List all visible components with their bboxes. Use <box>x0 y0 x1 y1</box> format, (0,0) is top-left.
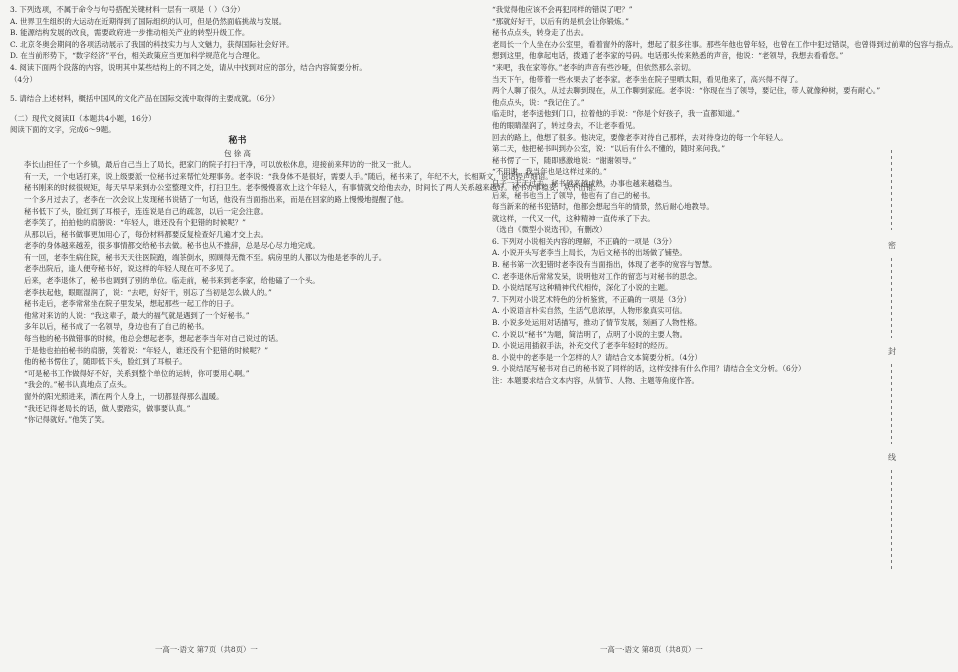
right-paragraph: 注：本题要求结合文本内容，从情节、人物、主题等角度作答。 <box>492 376 699 385</box>
right-paragraph: 6. 下列对小说相关内容的理解，不正确的一项是（3分） <box>492 236 677 246</box>
q3-option-b: B. 能源结构发展的改良，需要政府进一步推动相关产业的转型升级工作。 <box>10 28 250 38</box>
story-paragraph: 老李的身体越来越差，很多事情都交给秘书去做。秘书也从不推辞，总是尽心尽力地完成。 <box>24 241 320 251</box>
story-author: 包 徐 高 <box>224 148 251 158</box>
right-paragraph: “我觉得他应该不会再犯同样的错误了吧？” <box>492 5 633 14</box>
right-paragraph: 每当新来的秘书犯错时，他都会想起当年的情景，然后耐心地教导。 <box>492 202 714 212</box>
story-paragraph: 多年以后，秘书成了一名领导，身边也有了自己的秘书。 <box>24 322 209 332</box>
story-paragraph: 后来，老李退休了，秘书也调到了别的单位。临走前，秘书来到老李家，给他磕了一个头。 <box>24 276 320 286</box>
story-paragraph: 秘书走后，老李常常坐在院子里发呆，想起那些一起工作的日子。 <box>24 299 239 309</box>
q4-line: （4分） <box>10 74 37 84</box>
right-paragraph: B. 秘书第一次犯错时老李没有当面指出，体现了老李的宽容与智慧。 <box>492 260 717 270</box>
right-paragraph: （选自《微型小说选刊》，有删改） <box>492 225 607 235</box>
binding-label: 线 <box>888 453 896 462</box>
q3-option-d: D. 在当前形势下，“数字经济”平台，相关政策应当更加科学规范化与合理化。 <box>10 51 265 61</box>
right-paragraph: 两个人聊了很久，从过去聊到现在，从工作聊到家庭。老李说：“你现在当了领导，要记住，带人就像种树，要有耐心。” <box>492 86 881 96</box>
right-paragraph: 秘书点点头，转身走了出去。 <box>492 28 589 38</box>
story-paragraph: 老李笑了，拍拍他的肩膀说：“年轻人，谁还没有个犯错的时候呢？” <box>24 218 246 228</box>
right-paragraph: 后来，秘书也当上了领导，他也有了自己的秘书。 <box>492 190 655 200</box>
q5-line: 5. 请结合上述材料，概括中国风的文化产品在国际交流中取得的主要成就。（6分） <box>10 94 280 104</box>
story-title: 秘书 <box>228 135 247 146</box>
story-paragraph: “可是秘书工作做得好不好，关系到整个单位的运转，你可要用心啊。” <box>24 368 250 378</box>
right-column-body <box>478 4 958 387</box>
right-paragraph: 想到这里，他拿起电话，拨通了老李家的号码。电话那头传来熟悉的声音，他说：“老领导，我想去看看您。” <box>492 51 844 61</box>
q4-line: 4. 阅读下面两个段落的内容，说明其中某些结构上的不同之处，请从中找到对应的部分，结合内容简要分析。 <box>10 62 367 72</box>
right-paragraph: D. 小说运用插叙手法，补充交代了老李年轻时的经历。 <box>492 341 673 351</box>
q3-option-a: A. 世界卫生组织的大运动在近期得到了国际组织的认可，但是仍然面临挑战与发展。 <box>10 16 287 26</box>
story-paragraph: 他的秘书愣住了，随即低下头，脸红到了耳根子。 <box>24 357 187 367</box>
story-paragraph: 秘书低下了头，脸红到了耳根子，连连说是自己的疏忽，以后一定会注意。 <box>24 206 268 216</box>
right-paragraph: 8. 小说中的老李是一个怎样的人？请结合文本简要分析。（4分） <box>492 352 702 362</box>
right-paragraph: “不用谢，我当年也是这样过来的。” <box>492 167 607 177</box>
binding-label: 封 <box>888 347 896 356</box>
story-paragraph: “我还记得老局长的话，做人要踏实，做事要认真。” <box>24 403 191 413</box>
right-paragraph: A. 小说开头写老李当上局长，为后文秘书的出场做了铺垫。 <box>492 248 687 258</box>
binding-margin <box>884 150 900 570</box>
story-paragraph: 有一回，老李生病住院，秘书天天往医院跑，端茶倒水，照顾得无微不至。病房里的人都以为他是老李的儿子。 <box>24 252 387 262</box>
right-paragraph: 9. 小说结尾写秘书对自己的秘书说了同样的话，这样安排有什么作用？请结合全文分析。（6分） <box>492 364 806 374</box>
story-paragraph: 从那以后，秘书做事更加用心了，每份材料都要反复检查好几遍才交上去。 <box>24 229 268 239</box>
right-paragraph: 他点点头，说：“我记住了。” <box>492 97 585 107</box>
story-paragraph: “我会的。”秘书认真地点了点头。 <box>24 380 132 390</box>
right-paragraph: 临走时，老李送他到门口，拉着他的手说：“你是个好孩子，我一直都知道。” <box>492 109 740 119</box>
right-paragraph: 他的眼睛湿润了，转过身去，不让老李看见。 <box>492 120 640 130</box>
right-paragraph: 秘书愣了一下，随即感激地说：“谢谢领导。” <box>492 155 637 165</box>
story-paragraph: “你记得就好。”他笑了笑。 <box>24 415 110 425</box>
section-instruction: 阅读下面的文字，完成6～9题。 <box>10 125 116 135</box>
right-column <box>478 4 958 387</box>
story-paragraph: 有一天，一个电话打来，说上级要派一位秘书过来帮忙处理事务。老李说：“我身体不是很好，需要人手。”随后，秘书来了，年纪不大，长相斯文，说话轻声细语。 <box>24 171 553 181</box>
right-paragraph: 第二天，他把秘书叫到办公室，说：“以后有什么不懂的，随时来问我。” <box>492 144 725 154</box>
q3-line: 3. 下列选项，不属于命令与句号搭配关键材料一层有一项是（ ）（3分） <box>10 5 245 14</box>
story-paragraph: 老李扶起他，眼眶湿润了，说：“去吧，好好干，别忘了当初是怎么做人的。” <box>24 287 272 297</box>
story-paragraph: 每当他的秘书做错事的时候，他总会想起老李，想起老李当年对自己说过的话。 <box>24 334 283 344</box>
right-paragraph: 回去的路上，他想了很多。他决定，要像老李对待自己那样，去对待身边的每一个年轻人。 <box>492 132 788 142</box>
page-footer-right: 一高一·语文 第8页（共8页）一 <box>600 645 703 654</box>
right-paragraph: “那就好好干，以后有的是机会让你锻炼。” <box>492 16 629 26</box>
section-header: （二）现代文阅读II（本题共4小题，16分） <box>10 113 156 123</box>
story-paragraph: 秘书刚来的时候很规矩，每天早早来到办公室整理文件，打扫卫生。老李慢慢喜欢上这个年轻人，有事情就交给他去办，时间长了两人关系越来越好。秘书办事稳妥，从不出错。 <box>24 183 601 193</box>
page-footer-left: 一高一·语文 第7页（共8页）一 <box>155 645 258 654</box>
right-paragraph: C. 小说以“秘书”为题，简洁明了，点明了小说的主要人物。 <box>492 329 688 339</box>
right-paragraph: “来吧，我在家等你。”老李的声音有些沙哑，但依然那么亲切。 <box>492 62 696 72</box>
right-paragraph: 日子一天天过去，秘书越来越成熟，办事也越来越稳当。 <box>492 178 677 188</box>
story-paragraph: 他常对来访的人说：“我这辈子，最大的福气就是遇到了一个好秘书。” <box>24 310 250 320</box>
q3-option-c: C. 北京冬奥会期间的各项活动展示了我国的科技实力与人文魅力，获得国际社会好评。 <box>10 39 294 49</box>
right-paragraph: B. 小说多处运用对话描写，推动了情节发展，刻画了人物性格。 <box>492 318 702 328</box>
right-paragraph: 老局长一个人坐在办公室里，看着窗外的落叶，想起了很多往事。那些年他也曾年轻，也曾在工作中犯过错误，也曾得到过前辈的包容与指点。 <box>492 39 958 49</box>
right-paragraph: C. 老李退休后常常发呆，说明他对工作的留恋与对秘书的思念。 <box>492 271 702 281</box>
right-paragraph: 当天下午，他带着一些水果去了老李家。老李坐在院子里晒太阳，看见他来了，高兴得不得了。 <box>492 74 803 84</box>
story-paragraph: 窗外的阳光照进来，洒在两个人身上，一切都显得那么温暖。 <box>24 392 224 401</box>
binding-label: 密 <box>888 241 896 250</box>
right-paragraph: D. 小说结尾写这种精神代代相传，深化了小说的主题。 <box>492 283 673 293</box>
right-paragraph: 7. 下列对小说艺术特色的分析鉴赏，不正确的一项是（3分） <box>492 294 691 304</box>
story-paragraph: 一个多月过去了，老李在一次会议上发现秘书说错了一句话，他没有当面指出来，而是在回家的路上慢慢地提醒了他。 <box>24 194 409 204</box>
right-paragraph: A. 小说语言朴实自然，生活气息浓厚，人物形象真实可信。 <box>492 306 687 316</box>
right-paragraph: 就这样，一代又一代，这种精神一直传承了下去。 <box>492 213 655 223</box>
story-paragraph: 老李出院后，逢人便夸秘书好，说这样的年轻人现在可不多见了。 <box>24 264 239 274</box>
story-paragraph: 于是他也拍拍秘书的肩膀，笑着说：“年轻人，谁还没有个犯错的时候呢？” <box>24 345 269 355</box>
story-paragraph: 李长山担任了一个乡镇，最后自己当上了局长，把家门的院子打扫干净，可以放松休息，迎接前来拜访的一批又一批人。 <box>24 160 416 170</box>
